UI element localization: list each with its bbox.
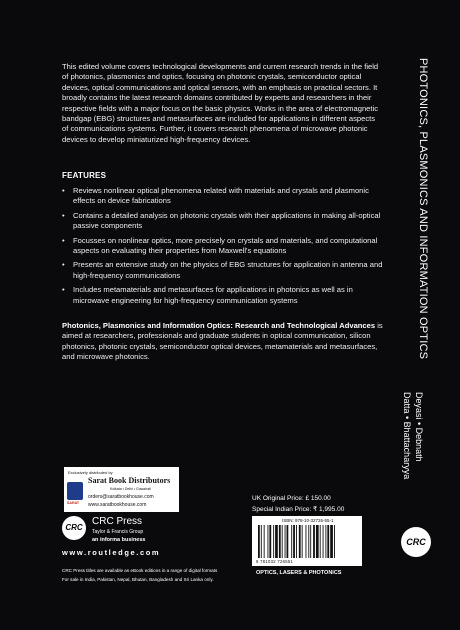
feature-item [62, 211, 387, 232]
crc-press-logo-icon: CRC [62, 516, 86, 540]
sale-territory-note: For sale in India, Pakistan, Nepal, Bhutan, Bangladesh and Sri Lanka only. [62, 577, 214, 582]
publisher-url: www.routledge.com [62, 548, 161, 557]
spine-authors [396, 392, 436, 542]
closing-text: is aimed at researchers, professionals and graduate students in optical communication, silicon photonics, photonic crystals, semiconductor optical devices, metamaterials and metasurfaces, and microwave photonics. [62, 321, 383, 362]
features-heading: FEATURES [62, 171, 107, 180]
spine-authors-line-1: Deyasi • Debnath [414, 392, 424, 462]
spine-authors-line-2: Datta • Bhattacharyya [402, 392, 412, 480]
barcode-box [252, 516, 362, 566]
price-india: Special Indian Price: ₹ 1,995.00 [252, 506, 345, 513]
distributor-name: Sarat Book Distributors [88, 476, 171, 485]
feature-text: Presents an extensive study on the physics of EBG structures for application in antenna and high-frequency communications [73, 260, 383, 280]
feature-item [62, 260, 387, 281]
closing-paragraph [62, 321, 387, 363]
bullet-icon: • [62, 260, 65, 270]
publisher-informa: an informa business [92, 537, 146, 543]
barcode-digits: 9 781032 726551 [256, 559, 294, 564]
ebook-note: CRC Press titles are available as eBook editions in a range of digital formats [62, 568, 218, 573]
distributor-logo-label: SARAT [67, 501, 80, 505]
distributor-email: orders@saratbookhouse.com [88, 494, 154, 500]
spine-crc-logo-icon: CRC [401, 527, 431, 557]
distributor-logo-icon [67, 482, 83, 500]
series-name: OPTICS, LASERS & PHOTONICS [256, 570, 342, 576]
spine-title-text: PHOTONICS, PLASMONICS AND INFORMATION OPTICS [417, 58, 429, 360]
feature-item [62, 236, 387, 257]
price-uk: UK Original Price: £ 150.00 [252, 495, 331, 502]
distributor-exclusive: Exclusively distributed by [68, 470, 113, 475]
feature-item [62, 186, 387, 207]
distributor-cities: Kolkata • Delhi • Guwahati [110, 487, 151, 491]
publisher-parent: Taylor & Francis Group [92, 529, 144, 535]
distributor-box [64, 467, 179, 512]
publisher-name: CRC Press [92, 516, 143, 527]
cover-blurb: This edited volume covers technological developments and current research trends in the field of photonics, plasmonics and optics, focusing on photonic crystals, semiconductor optical devices, optical communications and optical sensors, with an emphasis on practical sectors. It broadly contains the latest research domains contributed by experts and researchers in their respective fields with a major focus on the basic physics. Works in the area of electromagnetic bandgap (EBG) structures and metasurfaces are included for applications in different aspects of communications systems. Further, it covers research phenomena of microwave photonic devices to develop miniaturized high-frequency devices. [62, 62, 379, 144]
book-title-inline: Photonics, Plasmonics and Information Optics: Research and Technological Advances [62, 321, 376, 330]
feature-text: Focusses on nonlinear optics, more precisely on crystals and materials, and computational aspects on evaluating their properties from Maxwell's equations [73, 235, 378, 256]
feature-item [62, 285, 387, 306]
bullet-icon: • [62, 235, 65, 245]
bullet-icon: • [62, 186, 65, 195]
spine-title [403, 58, 443, 358]
feature-text: Reviews nonlinear optical phenomena related with materials and crystals and plasmonic effects on device fabrications [73, 186, 369, 206]
distributor-website: www.saratbookhouse.com [88, 502, 147, 508]
barcode-icon [256, 525, 358, 558]
bullet-icon: • [62, 210, 65, 220]
bullet-icon: • [62, 285, 65, 295]
isbn-text: ISBN: 978-10-32726-55-1 [282, 518, 334, 523]
feature-text: Includes metamaterials and metasurfaces for applications in photonics as well as in microwave engineering for high-frequency communication systems [73, 285, 353, 305]
features-list [62, 186, 387, 310]
feature-text: Contains a detailed analysis on photonic crystals with their applications in making all-optical passive components [73, 210, 381, 231]
